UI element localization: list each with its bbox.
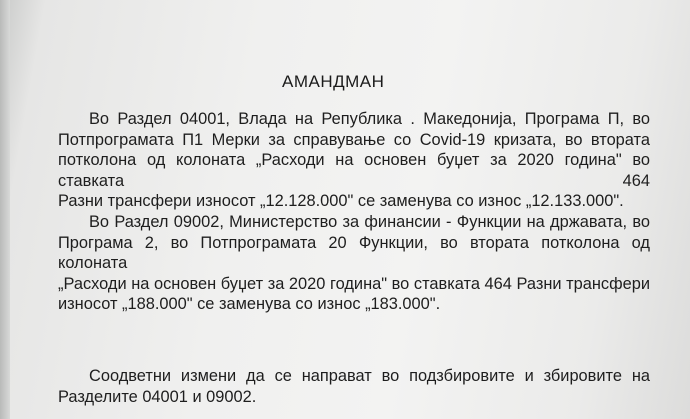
paragraph-3-line-1: Соодветни измени да се направат во подзбировите и збировите на — [89, 367, 650, 385]
page-edge-shadow — [0, 0, 10, 419]
paragraph-2 — [58, 212, 650, 315]
paragraph-1-line-1: Во Раздел 04001, Влада на Република . Македонија, Програма П, во — [89, 110, 650, 128]
paragraph-1 — [58, 109, 650, 212]
paragraph-2-line-3: „Расходи на основен буџет за 2020 година" во ставката 464 Разни трансфери — [58, 274, 650, 293]
paragraph-3 — [58, 366, 650, 407]
paragraph-1-line-3: потколона од колоната „Расходи на основен буџет за 2020 година" во ставката 464 — [58, 151, 650, 190]
paragraph-1-line-4: Разни трансфери износот „12.128.000" се заменува со износ „12.133.000". — [58, 192, 624, 210]
paragraph-2-line-1: Во Раздел 09002, Министерство за финансии - Функции на државата, во — [89, 213, 650, 231]
document-title: АМАНДМАН — [282, 72, 385, 91]
paragraph-2-line-2: Програма 2, во Потпрограмата 20 Функции, во втората потколона од колоната — [58, 233, 650, 272]
paragraph-2-line-4: износот „188.000" се заменува со износ „183.000". — [58, 295, 441, 313]
paragraph-3-line-2: Разделите 04001 и 09002. — [58, 387, 257, 406]
paragraph-1-line-2: Потпрограмата П1 Мерки за справување со Covid-19 кризата, во втората — [58, 130, 650, 149]
